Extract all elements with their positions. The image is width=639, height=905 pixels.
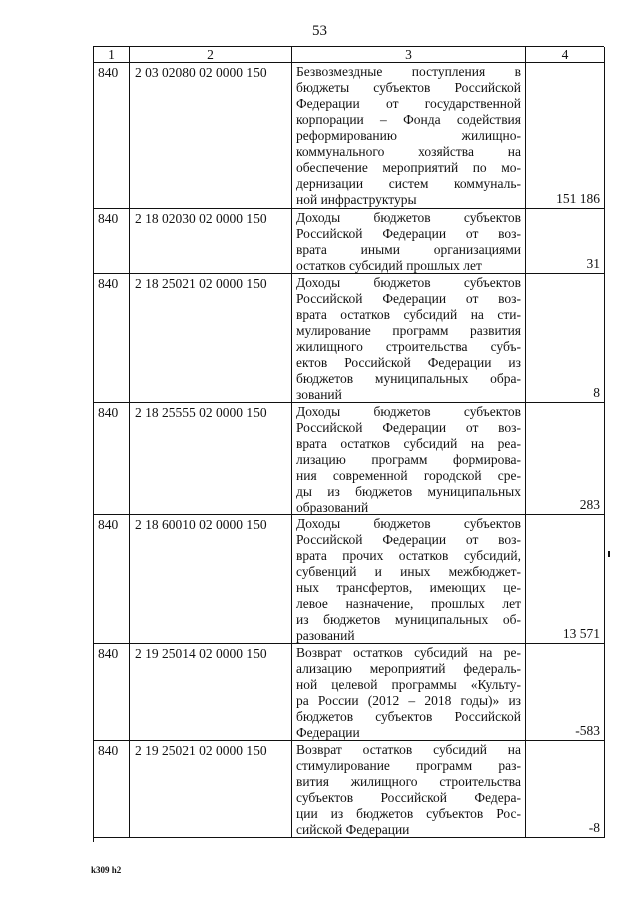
row-amount-cell — [526, 209, 605, 274]
row-amount-cell — [526, 741, 605, 838]
description-line: ции из бюджетов субъектов Рос- — [296, 806, 521, 821]
column-header-3: 3 — [292, 47, 526, 63]
row-amount: 151 186 — [556, 191, 600, 206]
column-header-4: 4 — [526, 47, 605, 63]
row-description — [292, 644, 526, 741]
row-description — [292, 209, 526, 274]
description-line: Возврат остатков субсидий на ре- — [296, 645, 521, 660]
description-line: разований — [296, 628, 355, 643]
row-code: 840 — [94, 274, 130, 403]
description-line: зований — [296, 387, 342, 402]
description-line: левое назначение, прошлых лет — [296, 596, 521, 611]
row-amount: 31 — [586, 256, 600, 271]
row-amount: -8 — [588, 820, 600, 835]
row-amount: -583 — [575, 723, 600, 738]
description-line: ектов Российской Федерации из — [296, 355, 521, 370]
description-line: коммунального хозяйства на — [296, 144, 521, 159]
description-line: Российской Федерации от воз- — [296, 291, 521, 306]
row-classification: 2 18 60010 02 0000 150 — [130, 515, 292, 644]
row-code: 840 — [94, 644, 130, 741]
row-code: 840 — [94, 403, 130, 515]
description-line: субъектов Российской Федера- — [296, 790, 521, 805]
description-line: бюджеты субъектов Российской — [296, 80, 521, 95]
row-classification: 2 03 02080 02 0000 150 — [130, 63, 292, 209]
row-classification: 2 19 25021 02 0000 150 — [130, 741, 292, 838]
column-header-1: 1 — [94, 47, 130, 63]
description-line: врата остатков субсидий на реа- — [296, 436, 521, 451]
row-amount: 13 571 — [562, 626, 600, 641]
description-line: Доходы бюджетов субъектов — [296, 210, 521, 225]
description-line: Доходы бюджетов субъектов — [296, 516, 521, 531]
row-description — [292, 274, 526, 403]
description-line: корпорации – Фонда содействия — [296, 112, 521, 127]
row-amount: 283 — [579, 497, 600, 512]
row-description — [292, 403, 526, 515]
description-line: бюджетов субъектов Российской — [296, 709, 521, 724]
description-line: образований — [296, 500, 369, 515]
row-classification: 2 18 02030 02 0000 150 — [130, 209, 292, 274]
row-amount-cell — [526, 274, 605, 403]
description-line: из бюджетов муниципальных об- — [296, 612, 521, 627]
description-line: стимулирование программ раз- — [296, 758, 521, 773]
description-line: Безвозмездные поступления в — [296, 64, 521, 79]
row-classification: 2 18 25555 02 0000 150 — [130, 403, 292, 515]
description-line: реформированию жилищно- — [296, 128, 521, 143]
row-code: 840 — [94, 741, 130, 838]
description-line: вития жилищного строительства — [296, 774, 521, 789]
row-code: 840 — [94, 63, 130, 209]
description-line: лизацию программ формирова- — [296, 452, 521, 467]
row-amount-cell — [526, 515, 605, 644]
description-line: врата иными организациями — [296, 242, 521, 257]
column-header-2: 2 — [130, 47, 292, 63]
description-line: ной инфраструктуры — [296, 192, 417, 207]
row-classification: 2 18 25021 02 0000 150 — [130, 274, 292, 403]
description-line: Доходы бюджетов субъектов — [296, 404, 521, 419]
budget-table — [93, 46, 604, 842]
description-line: Доходы бюджетов субъектов — [296, 275, 521, 290]
description-line: врата остатков субсидий на сти- — [296, 307, 521, 322]
row-code: 840 — [94, 515, 130, 644]
row-description — [292, 741, 526, 838]
description-line: Российской Федерации от воз- — [296, 226, 521, 241]
description-line: ных трансфертов, имеющих це- — [296, 580, 521, 595]
row-description — [292, 63, 526, 209]
description-line: Возврат остатков субсидий на — [296, 742, 521, 757]
description-line: Российской Федерации от воз- — [296, 532, 521, 547]
description-line: Федерации — [296, 725, 360, 740]
row-classification: 2 19 25014 02 0000 150 — [130, 644, 292, 741]
page-number: 53 — [312, 23, 327, 39]
description-line: сийской Федерации — [296, 822, 410, 837]
row-amount: 8 — [593, 385, 600, 400]
description-line: ра России (2012 – 2018 годы)» из — [296, 693, 521, 708]
scan-mark — [608, 551, 610, 557]
row-amount-cell — [526, 403, 605, 515]
description-line: ния современной городской сре- — [296, 468, 521, 483]
row-amount-cell — [526, 644, 605, 741]
description-line: субвенций и иных межбюджет- — [296, 564, 521, 579]
row-code: 840 — [94, 209, 130, 274]
footer-code: k309 h2 — [91, 865, 122, 875]
description-line: жилищного строительства субъ- — [296, 339, 521, 354]
description-line: ализацию мероприятий федераль- — [296, 661, 521, 676]
description-line: Федерации от государственной — [296, 96, 521, 111]
description-line: ной целевой программы «Культу- — [296, 677, 521, 692]
description-line: дернизации систем коммуналь- — [296, 176, 521, 191]
description-line: обеспечение мероприятий по мо- — [296, 160, 521, 175]
description-line: врата прочих остатков субсидий, — [296, 548, 521, 563]
row-description — [292, 515, 526, 644]
description-line: ды из бюджетов муниципальных — [296, 484, 521, 499]
row-amount-cell — [526, 63, 605, 209]
description-line: Российской Федерации от воз- — [296, 420, 521, 435]
description-line: мулирование программ развития — [296, 323, 521, 338]
description-line: бюджетов муниципальных обра- — [296, 371, 521, 386]
description-line: остатков субсидий прошлых лет — [296, 258, 482, 273]
